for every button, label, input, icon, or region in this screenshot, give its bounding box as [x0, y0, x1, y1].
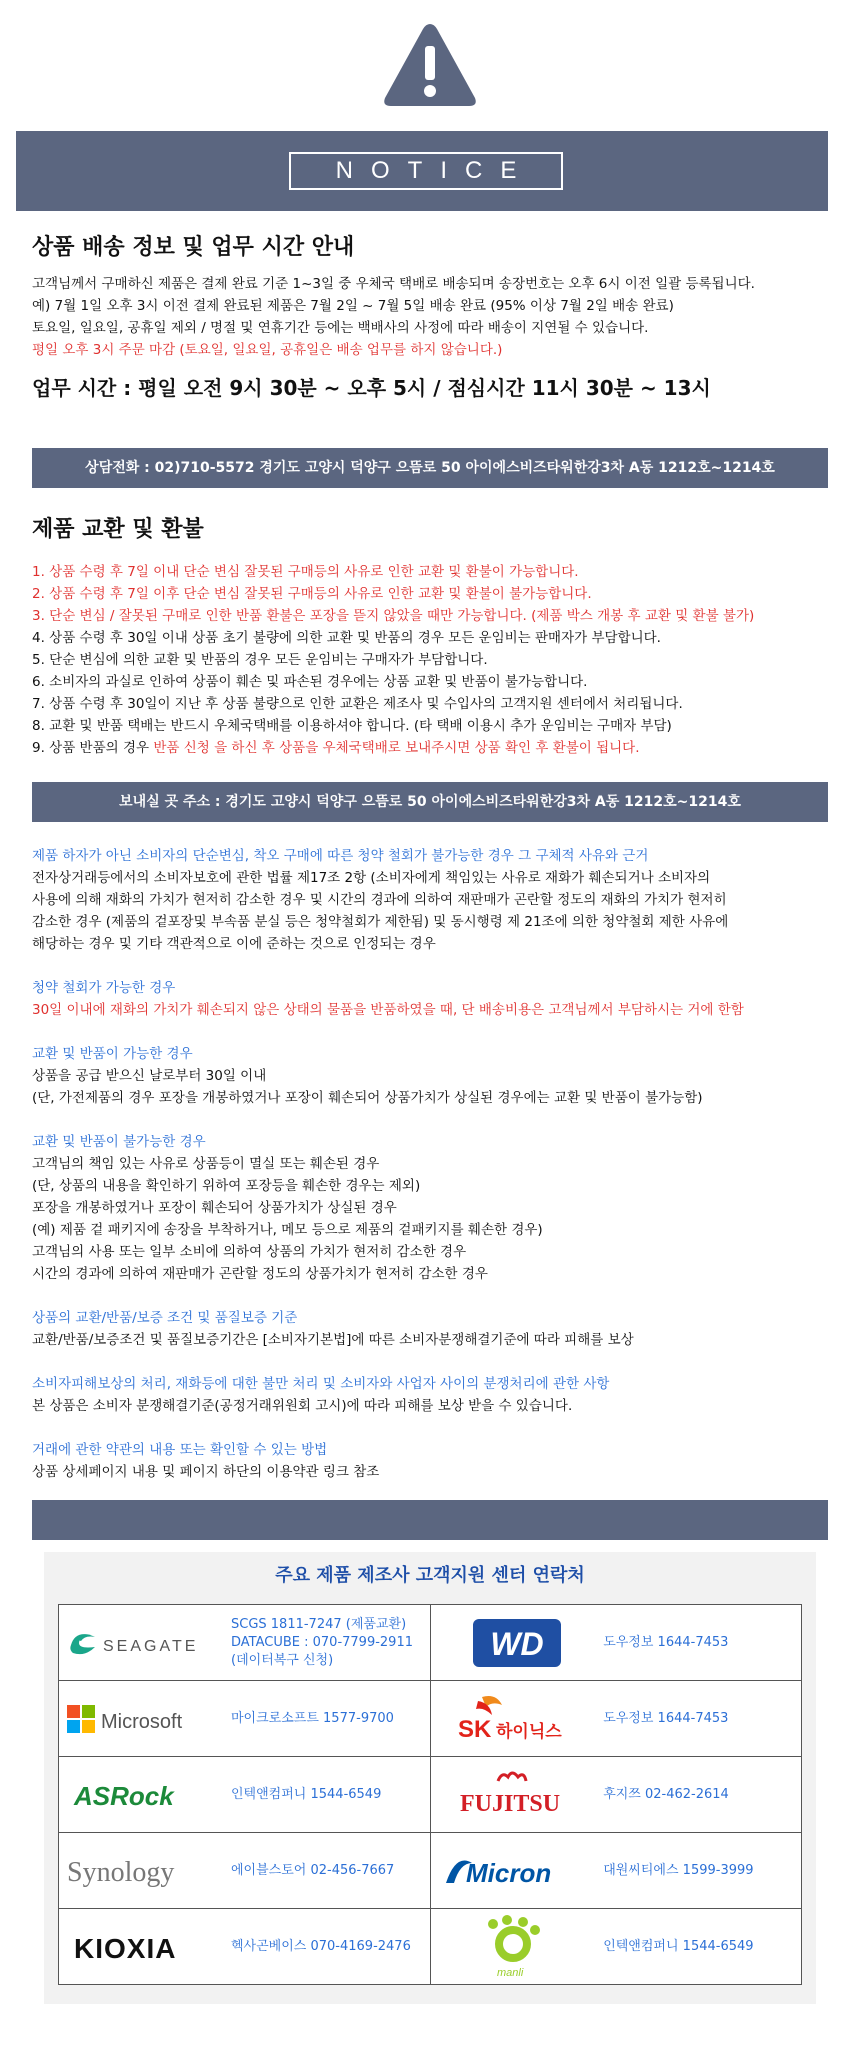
exchange-rule: 4. 상품 수령 후 30일 이내 상품 초기 불량에 의한 교환 및 반품의 경우 모든 운임비는 판매자가 부담합니다. [32, 630, 661, 646]
kioxia-contact: 헥사곤베이스 070-4169-2476 [231, 1938, 411, 1954]
kioxia-logo-text: KIOXIA [74, 1932, 177, 1964]
policy-line: 교환/반품/보증조건 및 품질보증기간은 [소비자기본법]에 따른 소비자분쟁해결기준에 따라 피해를 보상 [32, 1332, 634, 1348]
contact-info-bar: 상담전화 : 02)710-5572 경기도 고양시 덕양구 으뜸로 50 아이에스비즈타워한강3차 A동 1212호~1214호 [32, 448, 828, 488]
micron-logo-text: Micron [466, 1857, 552, 1888]
seagate-contact-line: DATACUBE : 070-7799-2911 [231, 1634, 413, 1650]
policy-heading: 소비자피해보상의 처리, 재화등에 대한 불만 처리 및 소비자와 사업자 사이의 분쟁처리에 관한 사항 [32, 1376, 610, 1392]
policy-line: 시간의 경과에 의하여 재판매가 곤란할 정도의 상품가치가 현저히 감소한 경우 [32, 1266, 488, 1282]
sk-logo-text: SK [458, 1715, 492, 1743]
table-row [59, 1833, 802, 1909]
manli-logo-text: manli [497, 1966, 524, 1979]
contact-cell-fujitsu [431, 1757, 802, 1833]
sk-hynix-text: 하이닉스 [496, 1721, 562, 1742]
return-address-bar: 보내실 곳 주소 : 경기도 고양시 덕양구 으뜸로 50 아이에스비즈타워한강3차 A동 1212호~1214호 [32, 782, 828, 822]
policy-heading: 거래에 관한 약관의 내용 또는 확인할 수 있는 방법 [32, 1442, 328, 1458]
contact-cell-synology [59, 1833, 431, 1909]
seagate-contact-line: (데이터복구 신청) [231, 1652, 334, 1668]
policy-line: 전자상거래등에서의 소비자보호에 관한 법률 제17조 2항 (소비자에게 책임있는 사유로 재화가 훼손되거나 소비자의 [32, 870, 711, 886]
table-row [59, 1757, 802, 1833]
asrock-contact: 인텍앤컴퍼니 1544-6549 [231, 1786, 382, 1802]
warning-triangle-icon [380, 20, 480, 110]
asrock-logo-text: ASRock [74, 1780, 174, 1811]
synology-logo-text: Synology [67, 1856, 175, 1888]
asrock-logo [65, 1765, 225, 1825]
exchange-rule: 6. 소비자의 과실로 인하여 상품이 훼손 및 파손된 경우에는 상품 교환 및 반품이 불가능합니다. [32, 674, 588, 690]
wd-logo-text: WD [490, 1625, 544, 1662]
wd-logo [437, 1613, 597, 1673]
microsoft-logo-text: Microsoft [101, 1710, 183, 1733]
exchange-rule-9 [32, 736, 639, 756]
contact-cell-seagate [59, 1605, 431, 1681]
shipping-line: 토요일, 일요일, 공휴일 제외 / 명절 및 연휴기간 등에는 백배사의 사정에 따라 배송이 지연될 수 있습니다. [32, 320, 649, 336]
synology-logo [65, 1841, 225, 1901]
business-hours: 업무 시간 : 평일 오전 9시 30분 ~ 오후 5시 / 점심시간 11시 30분 ~ 13시 [32, 376, 711, 400]
seagate-contact [225, 1616, 413, 1670]
policy-line: 포장을 개봉하였거나 포장이 훼손되어 상품가치가 상실된 경우 [32, 1200, 397, 1216]
micron-contact: 대원씨티에스 1599-3999 [603, 1862, 754, 1878]
seagate-contact-line: SCGS 1811-7247 (제품교환) [231, 1616, 407, 1632]
fujitsu-contact: 후지쯔 02-462-2614 [603, 1786, 729, 1802]
exchange-title: 제품 교환 및 환불 [32, 517, 204, 542]
order-cutoff-notice: 평일 오후 3시 주문 마감 (토요일, 일요일, 공휴일은 배송 업무를 하지 않습니다.) [32, 342, 503, 358]
fujitsu-logo-text: FUJITSU [460, 1790, 561, 1817]
policy-line: 고객님의 책임 있는 사유로 상품등이 멸실 또는 훼손된 경우 [32, 1156, 380, 1172]
exchange-rule-9-highlight: 반품 신청 을 하신 후 상품을 우체국택배로 보내주시면 상품 확인 후 환불이 됩니다. [153, 740, 640, 756]
micron-logo [437, 1841, 597, 1901]
sk-contact: 도우정보 1644-7453 [603, 1710, 729, 1726]
wd-contact: 도우정보 1644-7453 [603, 1634, 729, 1650]
policy-line: (단, 상품의 내용을 확인하기 위하여 포장등을 훼손한 경우는 제외) [32, 1178, 421, 1194]
policy-line: 감소한 경우 (제품의 겉포장및 부속품 분실 등은 청약철회가 제한됨) 및 동시행령 제 21조에 의한 청약철회 제한 사유에 [32, 914, 729, 930]
policy-line: 상품 상세페이지 내용 및 페이지 하단의 이용약관 링크 참조 [32, 1464, 380, 1480]
policy-heading: 제품 하자가 아닌 소비자의 단순변심, 착오 구매에 따른 청약 철회가 불가능한 경우 그 구체적 사유와 근거 [32, 848, 649, 864]
policy-heading: 교환 및 반품이 가능한 경우 [32, 1046, 193, 1062]
sk-hynix-logo [437, 1689, 597, 1749]
contact-cell-asrock [59, 1757, 431, 1833]
contact-cell-wd [431, 1605, 802, 1681]
contact-cell-kioxia [59, 1909, 431, 1985]
microsoft-logo [65, 1689, 225, 1749]
manufacturer-table [58, 1604, 802, 1985]
exchange-rule: 1. 상품 수령 후 7일 이내 단순 변심 잘못된 구매등의 사유로 인한 교환 및 환불이 가능합니다. [32, 564, 579, 580]
exchange-rule: 7. 상품 수령 후 30일이 지난 후 상품 불량으로 인한 교환은 제조사 및 수입사의 고객지원 센터에서 처리됩니다. [32, 696, 683, 712]
policy-heading: 상품의 교환/반품/보증 조건 및 품질보증 기준 [32, 1310, 298, 1326]
policy-line: (단, 가전제품의 경우 포장을 개봉하였거나 포장이 훼손되어 상품가치가 상실된 경우에는 교환 및 반품이 불가능함) [32, 1090, 703, 1106]
exchange-rule: 3. 단순 변심 / 잘못된 구매로 인한 반품 환불은 포장을 뜯지 않았을 때만 가능합니다. (제품 박스 개봉 후 교환 및 환불 불가) [32, 608, 755, 624]
synology-contact: 에이블스토어 02-456-7667 [231, 1862, 395, 1878]
policy-heading: 교환 및 반품이 불가능한 경우 [32, 1134, 206, 1150]
policy-heading: 청약 철회가 가능한 경우 [32, 980, 176, 996]
shipping-line: 고객님께서 구매하신 제품은 결제 완료 기준 1~3일 중 우체국 택배로 배송되며 송장번호는 오후 6시 이전 일괄 등록됩니다. [32, 276, 755, 292]
exchange-rule: 8. 교환 및 반품 택배는 반드시 우체국택배를 이용하셔야 합니다. (타 택배 이용시 추가 운임비는 구매자 부담) [32, 718, 672, 734]
table-row [59, 1681, 802, 1757]
kioxia-logo [65, 1917, 225, 1977]
microsoft-contact: 마이크로소프트 1577-9700 [231, 1710, 394, 1726]
policy-line: 해당하는 경우 및 기타 객관적으로 이에 준하는 것으로 인정되는 경우 [32, 936, 436, 952]
contact-cell-microsoft [59, 1681, 431, 1757]
policy-line: 30일 이내에 재화의 가치가 훼손되지 않은 상태의 물품을 반품하였을 때, 단 배송비용은 고객님께서 부담하시는 거에 한함 [32, 1002, 744, 1018]
contact-cell-manli [431, 1909, 802, 1985]
exchange-rule: 5. 단순 변심에 의한 교환 및 반품의 경우 모든 운임비는 구매자가 부담합니다. [32, 652, 488, 668]
exchange-rule: 2. 상품 수령 후 7일 이후 단순 변심 잘못된 구매등의 사유로 인한 교환 및 환불이 불가능합니다. [32, 586, 592, 602]
manli-contact: 인텍앤컴퍼니 1544-6549 [603, 1938, 754, 1954]
contact-cell-sk [431, 1681, 802, 1757]
shipping-line: 예) 7월 1일 오후 3시 이전 결제 완료된 제품은 7월 2일 ~ 7월 5일 배송 완료 (95% 이상 7월 2일 배송 완료) [32, 298, 674, 314]
policy-line: 사용에 의해 재화의 가치가 현저히 감소한 경우 및 시간의 경과에 의하여 재판매가 곤란할 정도의 재화의 가치가 현저히 [32, 892, 727, 908]
contact-cell-micron [431, 1833, 802, 1909]
policy-line: 본 상품은 소비자 분쟁해결기준(공정거래위원회 고시)에 따라 피해를 보상 받을 수 있습니다. [32, 1398, 573, 1414]
seagate-logo-text: SEAGATE [103, 1637, 199, 1655]
manli-logo [437, 1917, 597, 1977]
table-row [59, 1909, 802, 1985]
notice-title: NOTICE [289, 152, 563, 190]
divider-bar [32, 1500, 828, 1540]
policy-line: 고객님의 사용 또는 일부 소비에 의하여 상품의 가치가 현저히 감소한 경우 [32, 1244, 467, 1260]
policy-line: (예) 제품 겉 패키지에 송장을 부착하거나, 메모 등으로 제품의 겉패키지를 훼손한 경우) [32, 1222, 543, 1238]
manufacturer-title: 주요 제품 제조사 고객지원 센터 연락처 [275, 1565, 585, 1586]
shipping-title: 상품 배송 정보 및 업무 시간 안내 [32, 235, 355, 260]
fujitsu-logo [437, 1765, 597, 1825]
table-row [59, 1605, 802, 1681]
policy-line: 상품을 공급 받으신 날로부터 30일 이내 [32, 1068, 267, 1084]
exchange-rule-9-prefix: 9. 상품 반품의 경우 [32, 740, 154, 756]
seagate-logo [65, 1613, 225, 1673]
